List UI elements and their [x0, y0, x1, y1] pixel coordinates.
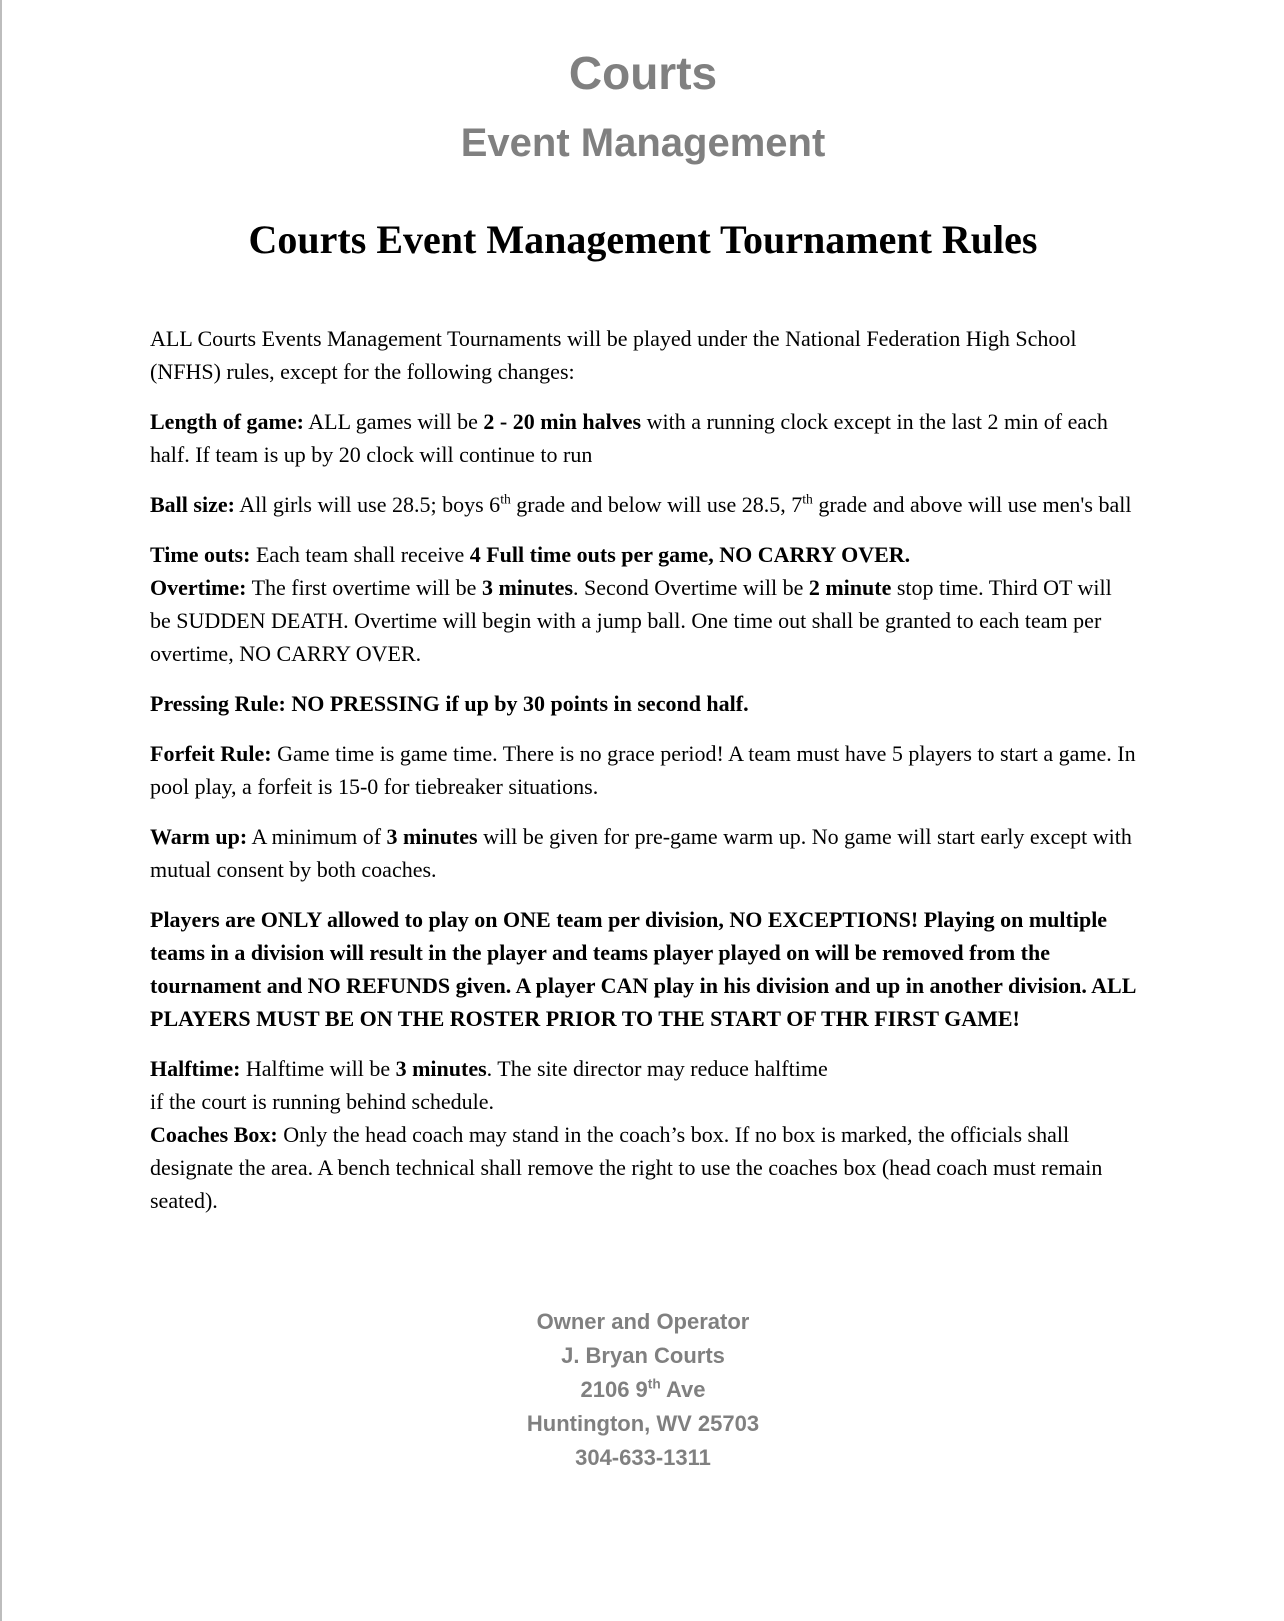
text-run: The first overtime will be: [246, 575, 482, 600]
bold-text-run: Halftime:: [150, 1056, 241, 1081]
text-run: 2106 9: [580, 1377, 648, 1402]
text-run: ALL games will be: [303, 409, 484, 434]
paragraph-halftime-coaches-box: [150, 1052, 1136, 1217]
document-paragraphs: [2, 264, 1284, 1217]
brand-tagline: Event Management: [460, 121, 826, 165]
text-run: if the court is running behind schedule.: [150, 1089, 494, 1114]
footer-address-street: [2, 1373, 1284, 1407]
bold-text-run: Time outs:: [150, 542, 251, 567]
text-run: . Second Overtime will be: [573, 575, 809, 600]
superscript-text: th: [647, 1376, 661, 1392]
text-run: A minimum of: [247, 824, 387, 849]
text-run: ALL Courts Events Management Tournaments will be played under the National Federation High School (NFHS) rules, except for the following changes:: [150, 326, 1077, 384]
bold-text-run: 4 Full time outs per game, NO CARRY OVER.: [469, 542, 911, 567]
bold-text-run: Ball size:: [150, 492, 235, 517]
footer-address-city: [2, 1407, 1284, 1441]
text-run: Ave: [660, 1377, 706, 1402]
text-run: . The site director may reduce halftime: [486, 1056, 828, 1081]
text-run: stop time. Third OT will be SUDDEN DEATH. Overtime will begin with a jump ball. One time out shall be granted to each team per overtime, NO CARRY OVER.: [150, 575, 1112, 666]
paragraph-length-of-game: [150, 405, 1136, 471]
paragraph-roster-rule: [150, 903, 1136, 1035]
text-run: Halftime will be: [240, 1056, 396, 1081]
paragraph-forfeit-rule: [150, 737, 1136, 803]
bold-text-run: 3 minutes: [386, 824, 478, 849]
text-run: 304-633-1311: [575, 1445, 711, 1470]
paragraph-warm-up: [150, 820, 1136, 886]
bold-text-run: Overtime:: [150, 575, 247, 600]
text-run: Only the head coach may stand in the coach’s box. If no box is marked, the officials shall designate the area. A bench technical shall remove the right to use the coaches box (head coach must remain seated).: [150, 1122, 1103, 1213]
page-footer: [2, 1305, 1284, 1475]
page: [2, 0, 1284, 1621]
bold-text-run: Warm up:: [150, 824, 248, 849]
footer-lines: [2, 1305, 1284, 1475]
text-run: grade and above will use men's ball: [812, 492, 1132, 517]
page-title: Courts Event Management Tournament Rules: [248, 217, 1038, 262]
bold-text-run: Length of game:: [150, 409, 304, 434]
footer-owner-title: [2, 1305, 1284, 1339]
paragraph-pressing-rule: [150, 687, 1136, 720]
bold-text-run: Coaches Box:: [150, 1122, 278, 1147]
text-run: J. Bryan Courts: [561, 1343, 725, 1368]
bold-text-run: 2 - 20 min halves: [483, 409, 642, 434]
text-run: grade and below will use 28.5, 7: [510, 492, 803, 517]
text-run: will be given for pre-game warm up. No game will start early except with mutual consent by both coaches.: [150, 824, 1132, 882]
text-run: with a running clock except in the last 2 min of each half. If team is up by 20 clock will continue to run: [150, 409, 1108, 467]
brand-header: [2, 0, 1284, 166]
superscript-text: th: [802, 491, 813, 507]
superscript-text: th: [500, 491, 511, 507]
bold-text-run: Players are ONLY allowed to play on ONE team per division, NO EXCEPTIONS! Playing on multiple teams in a division will result in the player and teams player played on will be removed from the tournament and NO REFUNDS given. A player CAN play in his division and up in another division. ALL PLAYERS MUST BE ON THE ROSTER PRIOR TO THE START OF THR FIRST GAME!: [150, 907, 1136, 1031]
bold-text-run: 3 minutes: [395, 1056, 487, 1081]
paragraph-time-outs-overtime: [150, 538, 1136, 670]
paragraph-ball-size: [150, 488, 1136, 521]
brand-name: Courts: [568, 47, 718, 99]
footer-owner-name: [2, 1339, 1284, 1373]
footer-phone-number: [2, 1441, 1284, 1475]
bold-text-run: Pressing Rule: NO PRESSING if up by 30 points in second half.: [150, 691, 749, 716]
text-run: Game time is game time. There is no grace period! A team must have 5 players to start a game. In pool play, a forfeit is 15-0 for tiebreaker situations.: [150, 741, 1136, 799]
paragraph-intro: [150, 322, 1136, 388]
text-run: Owner and Operator: [536, 1309, 750, 1334]
text-run: Each team shall receive: [250, 542, 470, 567]
bold-text-run: Forfeit Rule:: [150, 741, 272, 766]
bold-text-run: 2 minute: [808, 575, 892, 600]
text-run: All girls will use 28.5; boys 6: [234, 492, 501, 517]
text-run: Huntington, WV 25703: [526, 1411, 760, 1436]
bold-text-run: 3 minutes: [481, 575, 573, 600]
